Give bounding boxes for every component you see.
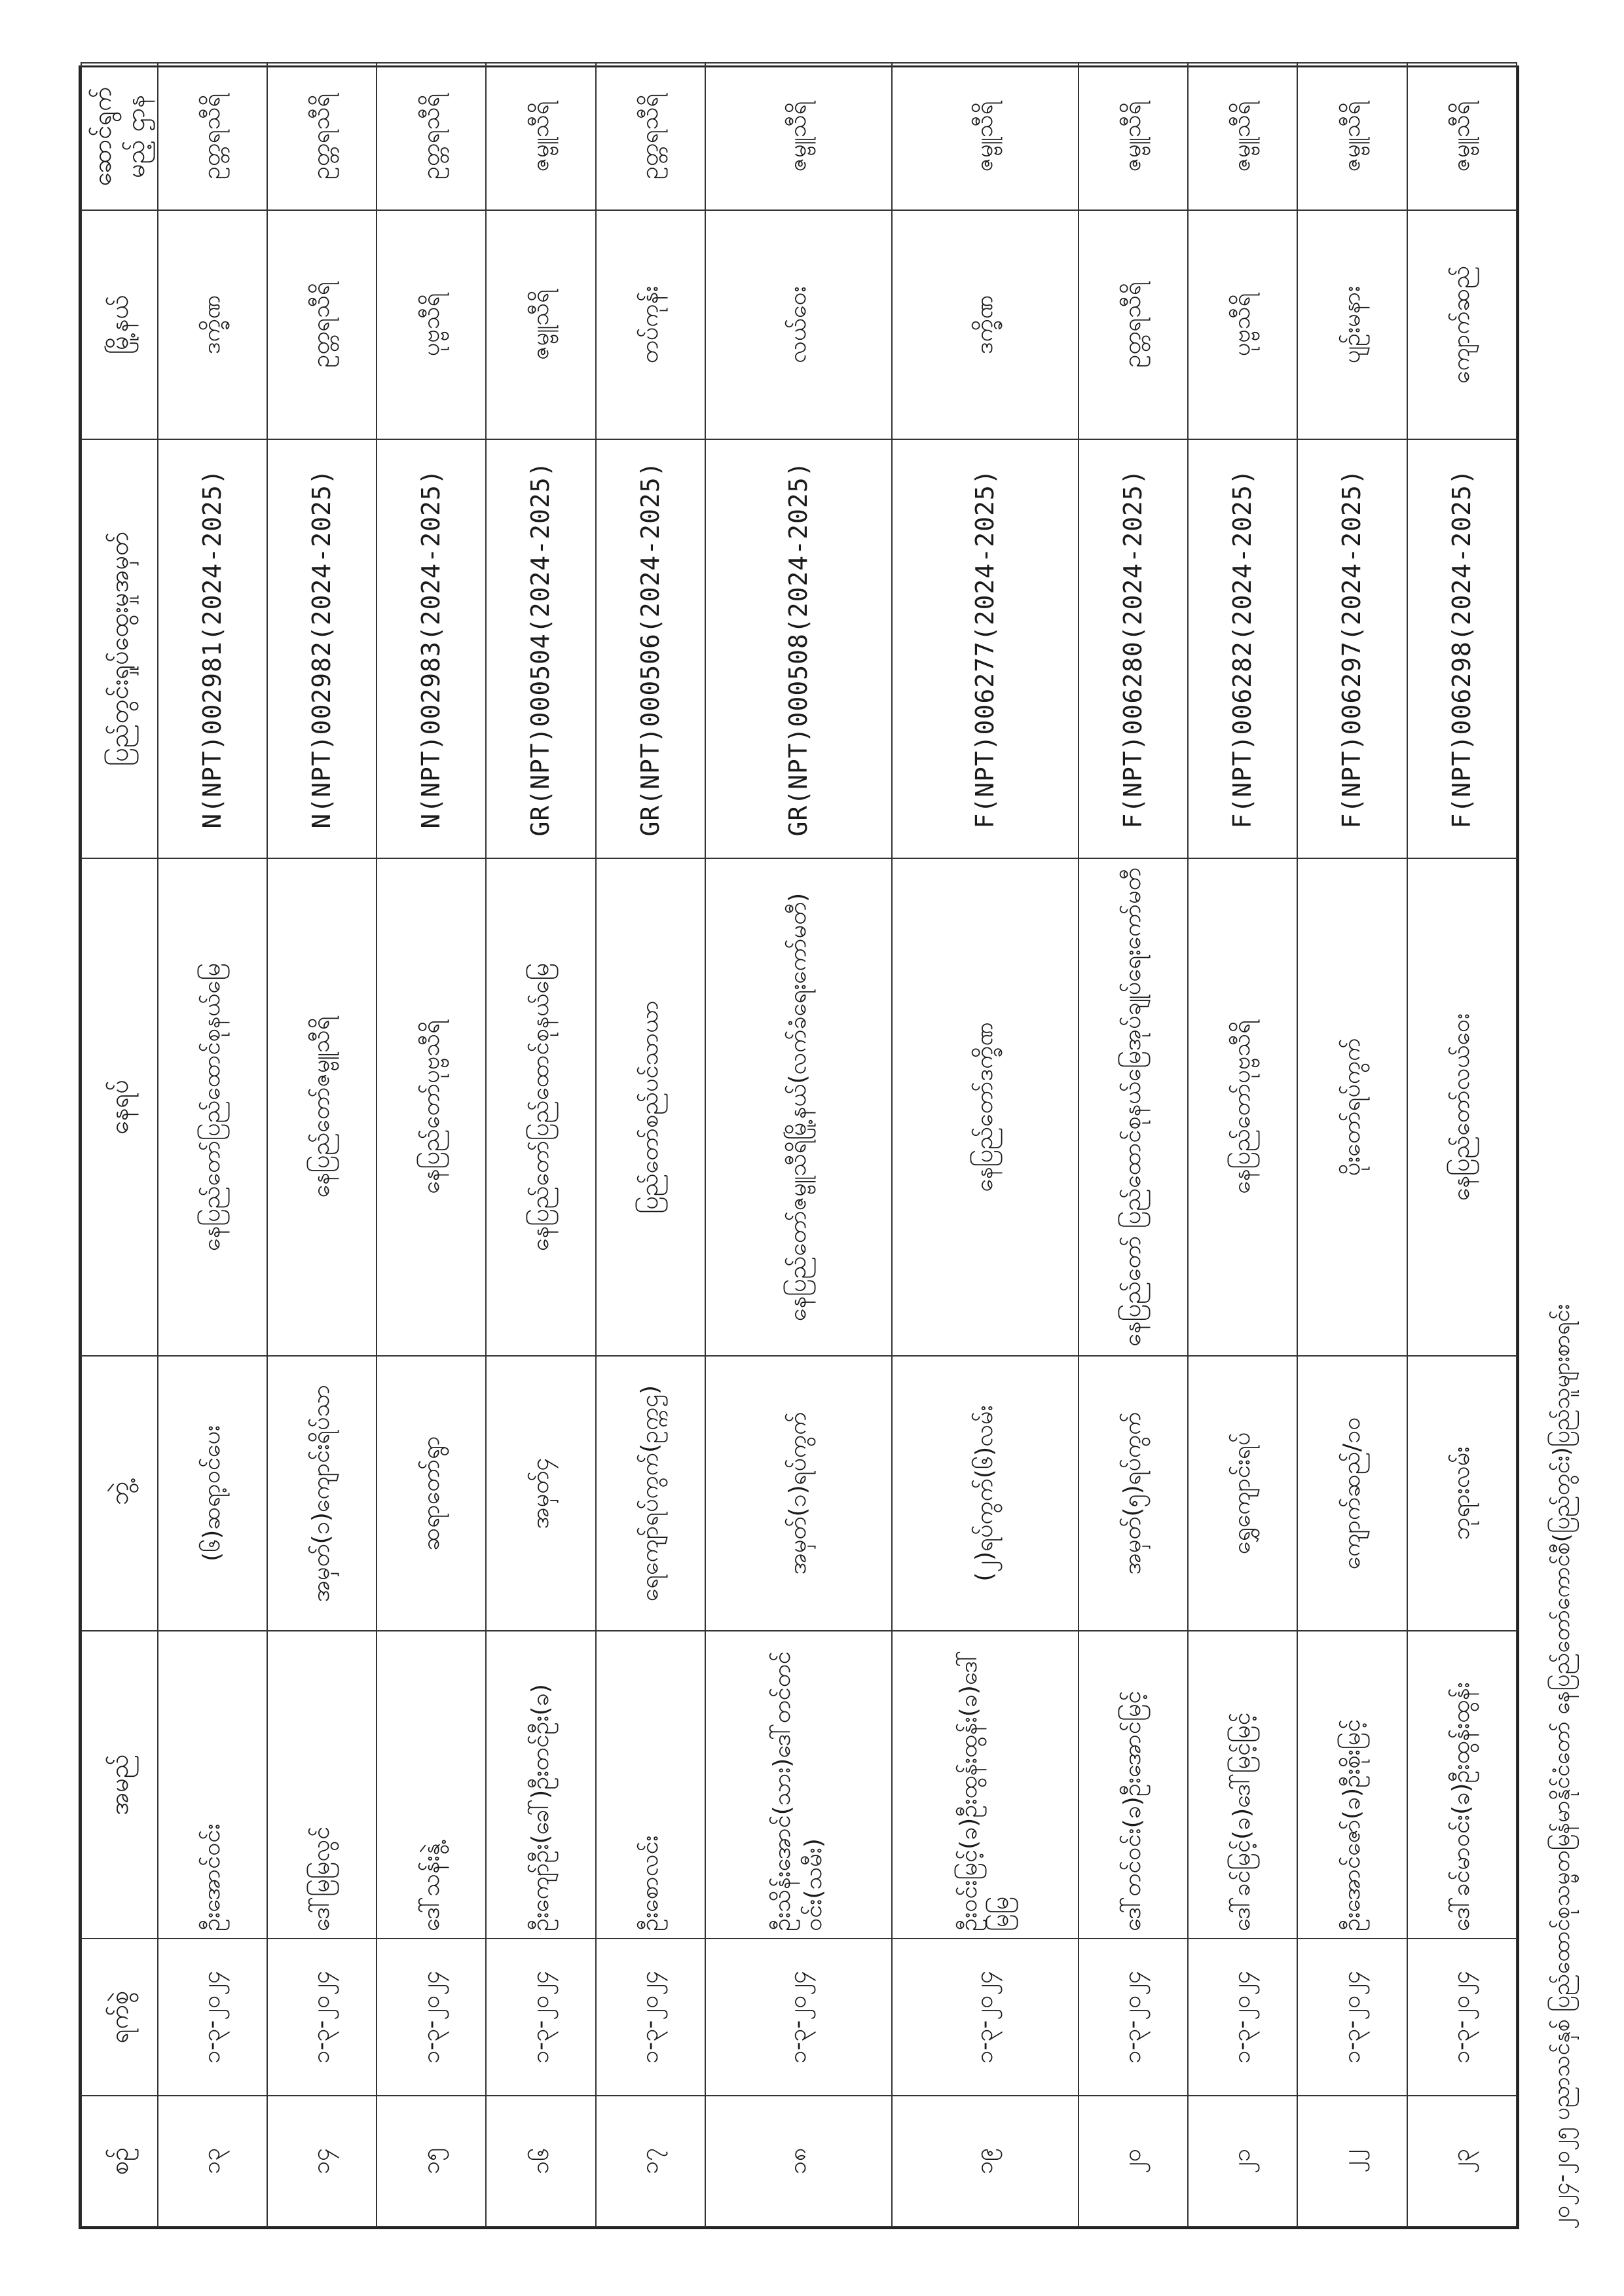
cell-date: ၁-၃-၂၀၂၄ bbox=[1297, 1939, 1407, 2096]
cell-reg-no: GR(NPT)000506(2024-2025) bbox=[596, 439, 705, 858]
cell-name: ဒေါ်သန်းနွဲ့ bbox=[377, 1631, 486, 1939]
col-header-reg-no: ပြည်တွင်းရှုပ်ထွေးမှုအမှတ် bbox=[81, 439, 158, 858]
cell-address: နေပြည်တော်ပုဗ္ဗသီရိ bbox=[377, 858, 486, 1356]
cell-no: ၁၃ bbox=[158, 2096, 267, 2227]
cell-name: ဦးသိန်းအောင်(သား)ဒေါ်တင်တင်ဝင်း(သမီး) bbox=[705, 1631, 892, 1939]
cell-no: ၁၆ bbox=[486, 2096, 595, 2227]
cell-no: ၁၈ bbox=[705, 2096, 892, 2227]
cell-date: ၁-၃-၂၀၂၄ bbox=[705, 1939, 892, 2096]
cell-township: ဥတ္တရသီရိ bbox=[377, 63, 486, 210]
cell-reg-no: F(NPT)006298(2024-2025) bbox=[1407, 439, 1517, 858]
cell-address: နေပြည်တော် ပြည်ထောင်စုနယ်မြေအုပ်ချုပ်ရေးကော်မတီ bbox=[1079, 858, 1188, 1356]
cell-degree: ဘုရားလမ်း bbox=[1407, 1356, 1517, 1631]
cell-date: ၁-၃-၂၀၂၄ bbox=[377, 1939, 486, 2096]
cell-region: ဒက္ခိဏ bbox=[892, 210, 1079, 439]
cell-name: ဒေါ်ခင်မာဝင်း(ခ)ဦးထွန်းထွန်း bbox=[1407, 1631, 1517, 1939]
cell-region: ဒက္ခိဏ bbox=[158, 210, 267, 439]
cell-address: နေပြည်တော်ဒက္ခိဏ bbox=[892, 858, 1079, 1356]
col-header-date: ရက်စွဲ bbox=[81, 1939, 158, 2096]
cell-name: ဦးအောင်ဇော်(ခ)ဦးစိုးမြင့် bbox=[1297, 1631, 1407, 1939]
cell-reg-no: GR(NPT)000508(2024-2025) bbox=[705, 439, 892, 858]
cell-region: ပုဗ္ဗသီရိ bbox=[1188, 210, 1297, 439]
cell-region: ဥတ္တရသီရိ bbox=[1079, 210, 1188, 439]
cell-address: နေပြည်တော်ပြည်ထောင်စုနယ်မြေ bbox=[158, 858, 267, 1356]
cell-region: ပုဗ္ဗသီရိ bbox=[377, 210, 486, 439]
cell-reg-no: GR(NPT)000504(2024-2025) bbox=[486, 439, 595, 858]
cell-address: နေပြည်တော်ဇမ္ဗူသီရိ bbox=[267, 858, 377, 1356]
cell-address: ပိုးတော်ရပ်ကွက် bbox=[1297, 858, 1407, 1356]
cell-degree: (၆)ဆရာ့ဝင်ပေး bbox=[158, 1356, 267, 1631]
cell-no: ၂၂ bbox=[1297, 2096, 1407, 2227]
table-row bbox=[1188, 63, 1297, 2227]
cell-degree: အမှတ်(၅)ရပ်ကွက် bbox=[1079, 1356, 1188, 1631]
table-row bbox=[158, 63, 267, 2227]
table-row bbox=[1079, 63, 1188, 2227]
cell-reg-no: N(NPT)002982(2024-2025) bbox=[267, 439, 377, 858]
cell-township: ဇမ္ဗူသီရိ bbox=[1407, 63, 1517, 210]
cell-township: ဇမ္ဗူသီရိ bbox=[486, 63, 595, 210]
col-header-address: နေရပ် bbox=[81, 858, 158, 1356]
cell-date: ၁-၃-၂၀၂၄ bbox=[1079, 1939, 1188, 2096]
cell-date: ၁-၃-၂၀၂၄ bbox=[267, 1939, 377, 2096]
cell-name: ဦးကျော်ဦး(ခေါ်)ဦးတင်ဦး(ခ) bbox=[486, 1631, 595, 1939]
cell-reg-no: F(NPT)006280(2024-2025) bbox=[1079, 439, 1188, 858]
cell-no: ၂၁ bbox=[1188, 2096, 1297, 2227]
registry-table bbox=[81, 62, 1517, 2227]
cell-region: ကျောက်ဆည် bbox=[1407, 210, 1517, 439]
cell-township: ဥတ္တရသီရိ bbox=[158, 63, 267, 210]
cell-degree: အမှတ်(၁)ကျောင်းရိပ်သာ bbox=[267, 1356, 377, 1631]
cell-region: ဇမ္ဗူသီရိ bbox=[486, 210, 595, 439]
cell-date: ၁-၃-၂၀၂၄ bbox=[596, 1939, 705, 2096]
cell-name: ဒေါ်တင်ဝင်း(ခ)ဦးအောင်မြင့် bbox=[1079, 1631, 1188, 1939]
rotated-sheet bbox=[79, 65, 1575, 2229]
cell-address: နေပြည်တော်ပြည်ထောင်စုနယ်မြေ bbox=[486, 858, 595, 1356]
cell-township: ဇမ္ဗူသီရိ bbox=[1297, 63, 1407, 210]
cell-name: ဦးဝင်းမြင့်(ခ)ဦးထွန်းထွန်း(ခ)ဒေါ်မြမြ bbox=[892, 1631, 1079, 1939]
cell-address: နေပြည်တော်ပုဗ္ဗသီရိ bbox=[1188, 858, 1297, 1356]
cell-name: ဒေါ်မြမြလွင် bbox=[267, 1631, 377, 1939]
cell-reg-no: F(NPT)006277(2024-2025) bbox=[892, 439, 1079, 858]
cell-region: တပ်ကုန်း bbox=[596, 210, 705, 439]
cell-region: ပျဉ်းမနား bbox=[1297, 210, 1407, 439]
cell-address: ပြည်တော်စည်ပင်သာယာ bbox=[596, 858, 705, 1356]
cell-no: ၂၀ bbox=[1079, 2096, 1188, 2227]
cell-township: ဇမ္ဗူသီရိ bbox=[1079, 63, 1188, 210]
cell-reg-no: N(NPT)002983(2024-2025) bbox=[377, 439, 486, 858]
cell-no: ၂၃ bbox=[1407, 2096, 1517, 2227]
cell-date: ၁-၃-၂၀၂၄ bbox=[486, 1939, 595, 2096]
cell-degree: အမှတ်၄ bbox=[486, 1356, 595, 1631]
table-row bbox=[1297, 63, 1407, 2227]
table-row bbox=[486, 63, 595, 2227]
cell-degree: ဆရာတော်ရွာ bbox=[377, 1356, 486, 1631]
cell-no: ၁၅ bbox=[377, 2096, 486, 2227]
cell-township: ဇမ္ဗူသီရိ bbox=[1188, 63, 1297, 210]
col-header-township: ဆောင်ရွက်မည့် ဌာန bbox=[81, 63, 158, 210]
table-row bbox=[705, 63, 892, 2227]
page-caption: ၂၀၂၄-၂၀၂၅ ပညာသင်နှစ် ပြည်ထောင်စုသမ္မတမြန်မာနိုင်ငံတော် နေပြည်တော်ကောင်စီ(ပြည်တွင်း)ပြည်သူများစာရင်း bbox=[1549, 1303, 1575, 2229]
cell-degree: ရေကျော်ရပ်ကွက်(ဥက္ကဌ) bbox=[596, 1356, 705, 1631]
registry-table-frame bbox=[79, 65, 1519, 2229]
cell-name: ဒေါ်ခင်မြင့်(ခ)ဒေါ်မြင့်မြင့် bbox=[1188, 1631, 1297, 1939]
cell-degree: အမှတ်(၁)ရပ်ကွက် bbox=[705, 1356, 892, 1631]
cell-date: ၁-၃-၂၀၂၄ bbox=[158, 1939, 267, 2096]
cell-region: ဥတ္တရသီရိ bbox=[267, 210, 377, 439]
table-row bbox=[596, 63, 705, 2227]
table-row bbox=[377, 63, 486, 2227]
col-header-name: အမည် bbox=[81, 1631, 158, 1939]
table-row bbox=[267, 63, 377, 2227]
cell-township: ဥတ္တရသီရိ bbox=[267, 63, 377, 210]
header-row bbox=[81, 63, 158, 2227]
cell-no: ၁၇ bbox=[596, 2096, 705, 2227]
cell-no: ၁၉ bbox=[892, 2096, 1079, 2227]
cell-no: ၁၄ bbox=[267, 2096, 377, 2227]
cell-reg-no: F(NPT)006297(2024-2025) bbox=[1297, 439, 1407, 858]
col-header-no: စဉ် bbox=[81, 2096, 158, 2227]
cell-date: ၁-၃-၂၀၂၄ bbox=[892, 1939, 1079, 2096]
cell-township: ဇမ္ဗူသီရိ bbox=[705, 63, 892, 210]
cell-date: ၁-၃-၂၀၂၄ bbox=[1188, 1939, 1297, 2096]
cell-degree: ရွှေကျောင်းရပ် bbox=[1188, 1356, 1297, 1631]
cell-degree: (၂)ရပ်ကွက်(၆)လမ်း bbox=[892, 1356, 1079, 1631]
cell-address: နေပြည်တော်ဇမ္ဗူသီရိမြို့နယ်(လက်ခံရေးကော်မတီ) bbox=[705, 858, 892, 1356]
col-header-degree: ဘွဲ့ bbox=[81, 1356, 158, 1631]
table-row bbox=[1407, 63, 1517, 2227]
cell-date: ၁-၃-၂၀၂၄ bbox=[1407, 1939, 1517, 2096]
col-header-region: မြို့နယ် bbox=[81, 210, 158, 439]
cell-township: ဥတ္တရသီရိ bbox=[596, 63, 705, 210]
cell-region: လယ်ဝေး bbox=[705, 210, 892, 439]
cell-degree: ကျောက်ဆည်/၁၀ bbox=[1297, 1356, 1407, 1631]
table-body bbox=[158, 63, 1517, 2227]
table-row bbox=[892, 63, 1079, 2227]
cell-reg-no: F(NPT)006282(2024-2025) bbox=[1188, 439, 1297, 858]
cell-reg-no: N(NPT)002981(2024-2025) bbox=[158, 439, 267, 858]
cell-township: ဇမ္ဗူသီရိ bbox=[892, 63, 1079, 210]
cell-name: ဦးအောင်ဝင်း bbox=[158, 1631, 267, 1939]
cell-name: ဦးစောလင်း bbox=[596, 1631, 705, 1939]
cell-address: နေပြည်တော်လယ်ဝေး bbox=[1407, 858, 1517, 1356]
